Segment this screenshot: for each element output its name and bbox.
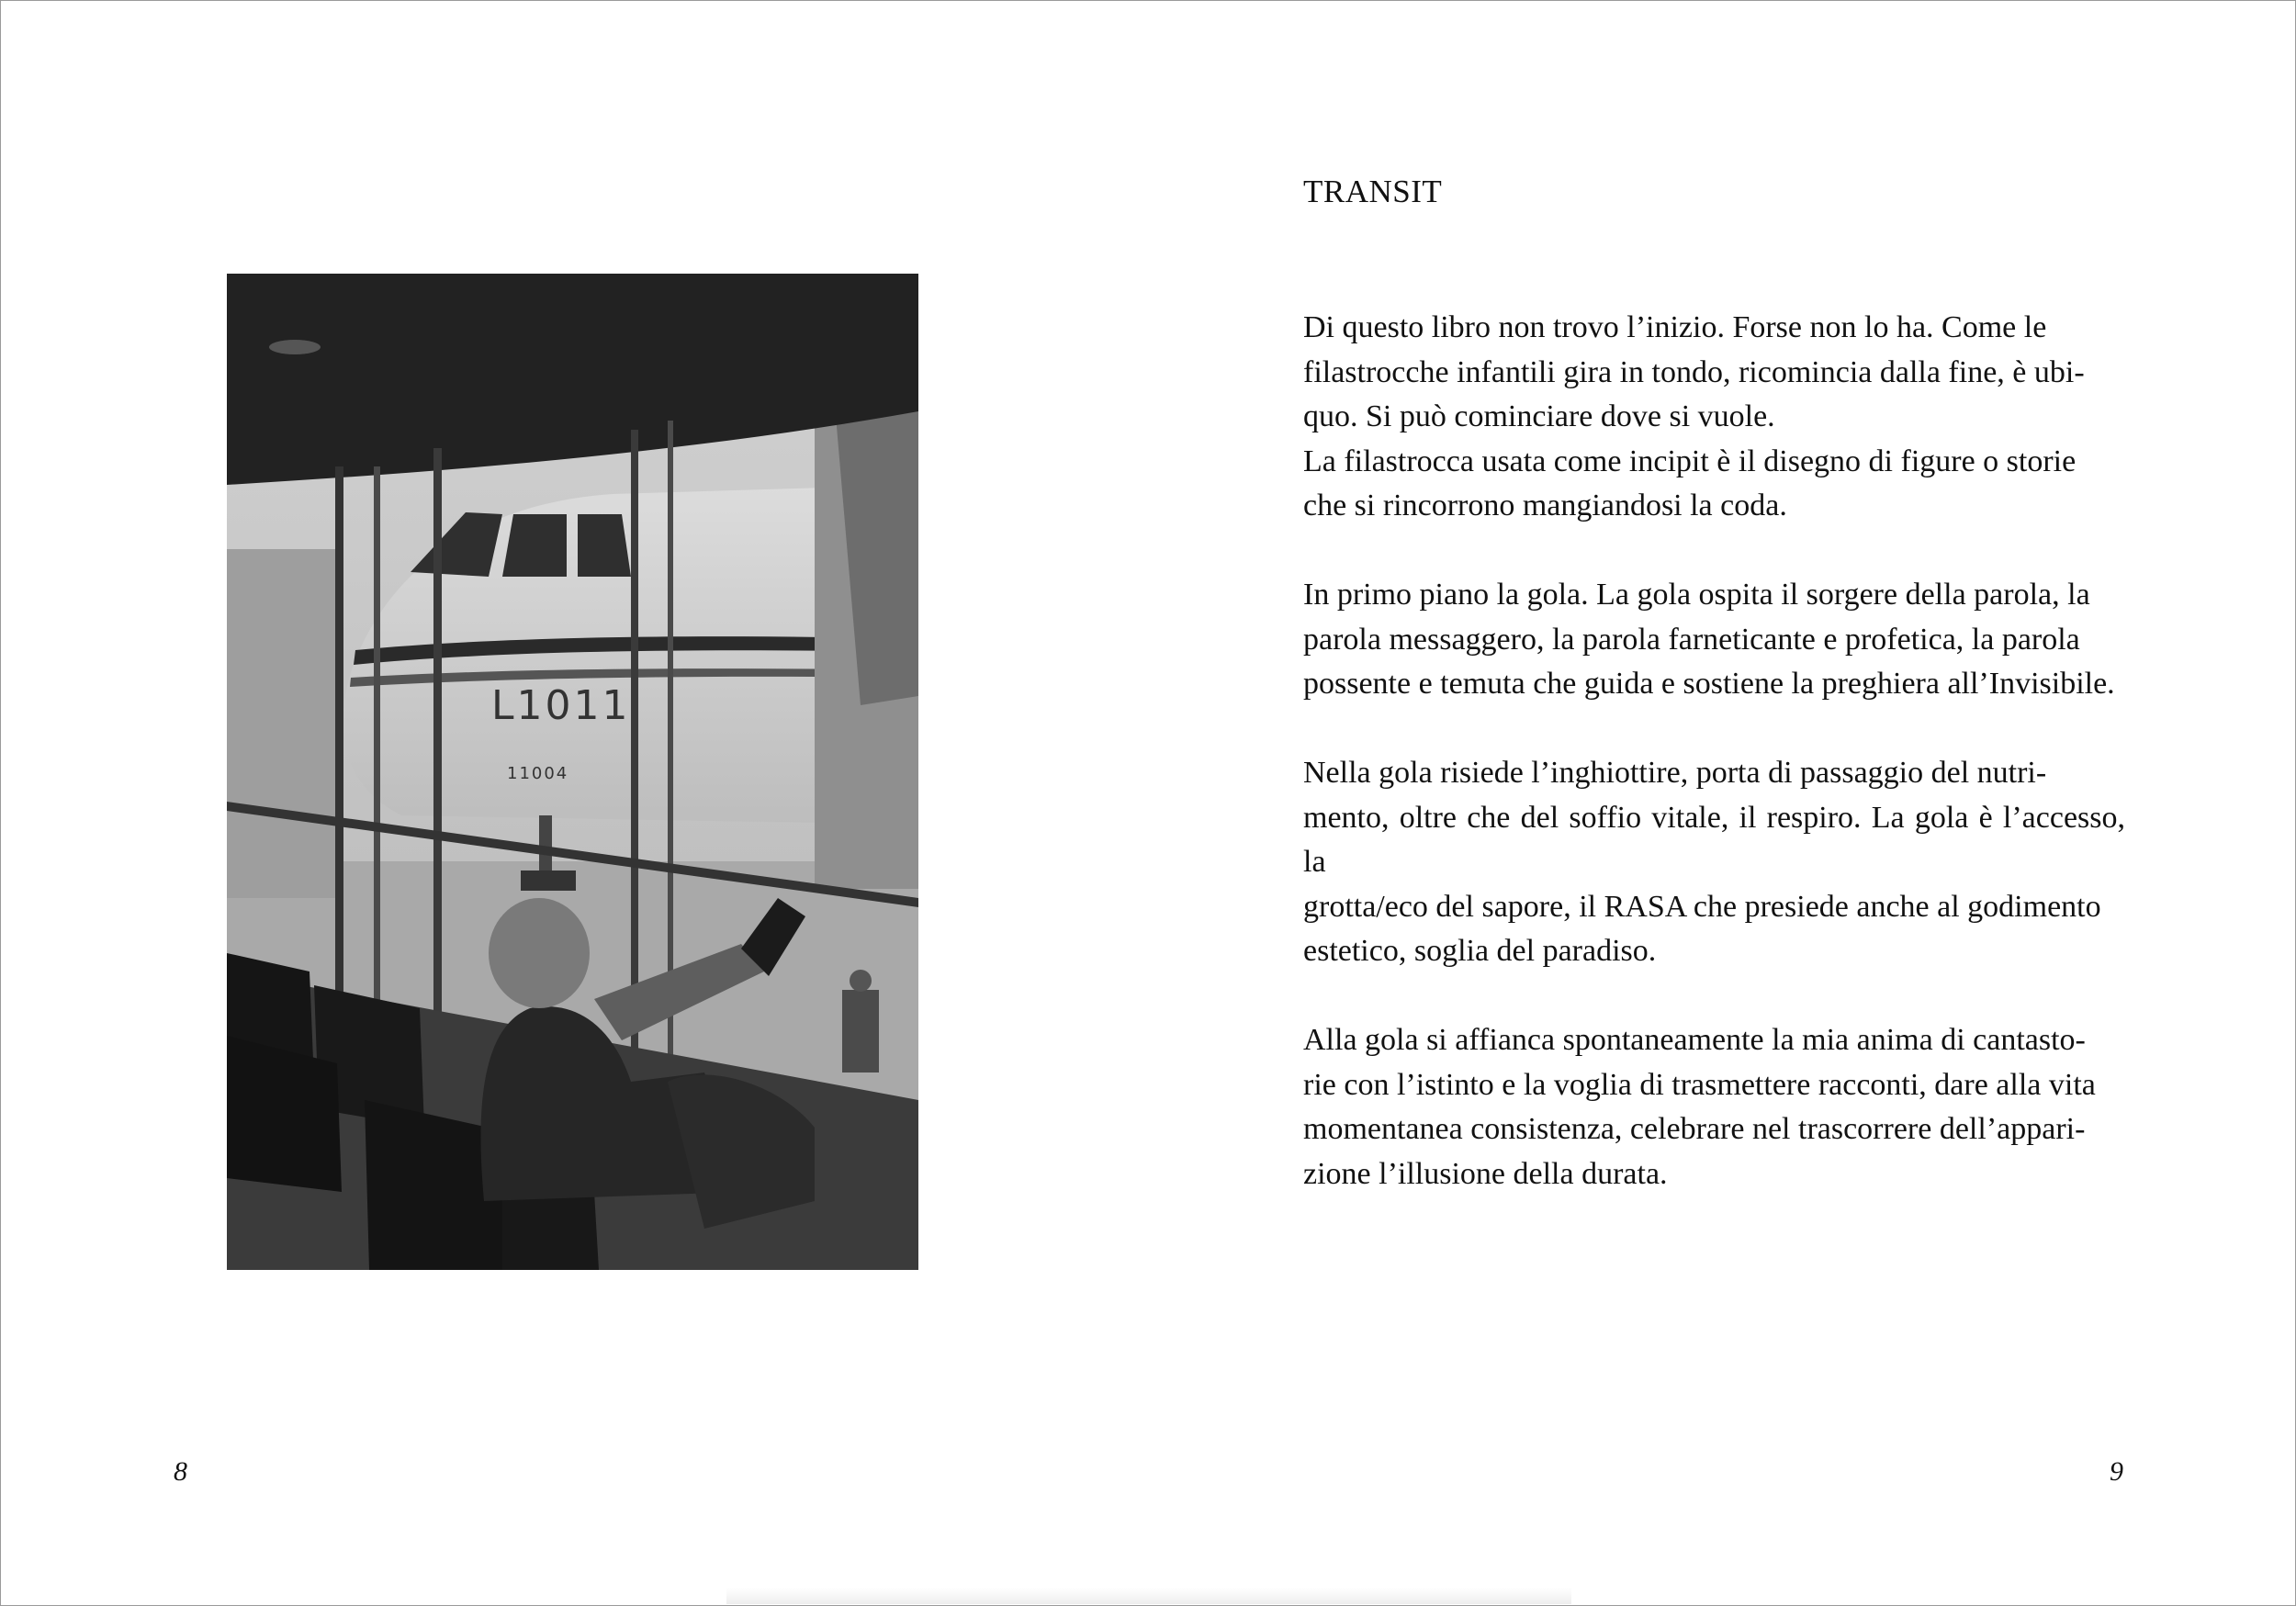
text-line: La filastrocca usata come incipit è il disegno di figure o storie — [1303, 444, 2077, 478]
page-number-right: 9 — [2110, 1456, 2123, 1487]
text-line: che si rincorrono mangiandosi la coda. — [1303, 489, 1787, 522]
text-line: possente e temuta che guida e sostiene la preghiera all’Invisibile. — [1303, 667, 2115, 701]
paragraph-4 — [1303, 1018, 2125, 1196]
text-line: momentanea consistenza, celebrare nel trascorrere dell’appari- — [1303, 1112, 2086, 1146]
text-line: Alla gola si affianca spontaneamente la mia anima di cantasto- — [1303, 1023, 2086, 1057]
text-line: filastrocche infantili gira in tondo, ricomincia dalla fine, è ubi- — [1303, 354, 2085, 389]
text-line: quo. Si può cominciare dove si vuole. — [1303, 399, 1775, 433]
text-line: parola messaggero, la parola farneticante e profetica, la parola — [1303, 622, 2080, 657]
page-number-left: 8 — [174, 1456, 187, 1487]
body-text — [1303, 306, 2125, 1241]
paragraph-3 — [1303, 751, 2125, 974]
fuselage-number: 11004 — [507, 764, 569, 783]
text-line: Nella gola risiede l’inghiottire, porta di passaggio del nutri- — [1303, 756, 2047, 790]
airport-photo-illustration — [227, 274, 918, 1270]
airport-photo — [227, 274, 918, 1270]
text-line: mento, oltre che del soffio vitale, il respiro. La gola è l’accesso, la — [1303, 800, 2125, 879]
chapter-title: TRANSIT — [1303, 174, 1443, 209]
text-line: In primo piano la gola. La gola ospita il sorgere della parola, la — [1303, 578, 2090, 612]
text-line: zione l’illusione della durata. — [1303, 1156, 1668, 1191]
page-fold-shadow — [726, 1588, 1571, 1604]
text-line: Di questo libro non trovo l’inizio. Forse non lo ha. Come le — [1303, 310, 2047, 344]
text-line: grotta/eco del sapore, il RASA che presiede anche al godimento — [1303, 889, 2101, 924]
text-line: rie con l’istinto e la voglia di trasmettere racconti, dare alla vita — [1303, 1067, 2096, 1102]
text-line: estetico, soglia del paradiso. — [1303, 934, 1657, 968]
paragraph-1 — [1303, 306, 2125, 529]
fuselage-text: L1011 — [491, 682, 631, 729]
paragraph-2 — [1303, 573, 2125, 707]
